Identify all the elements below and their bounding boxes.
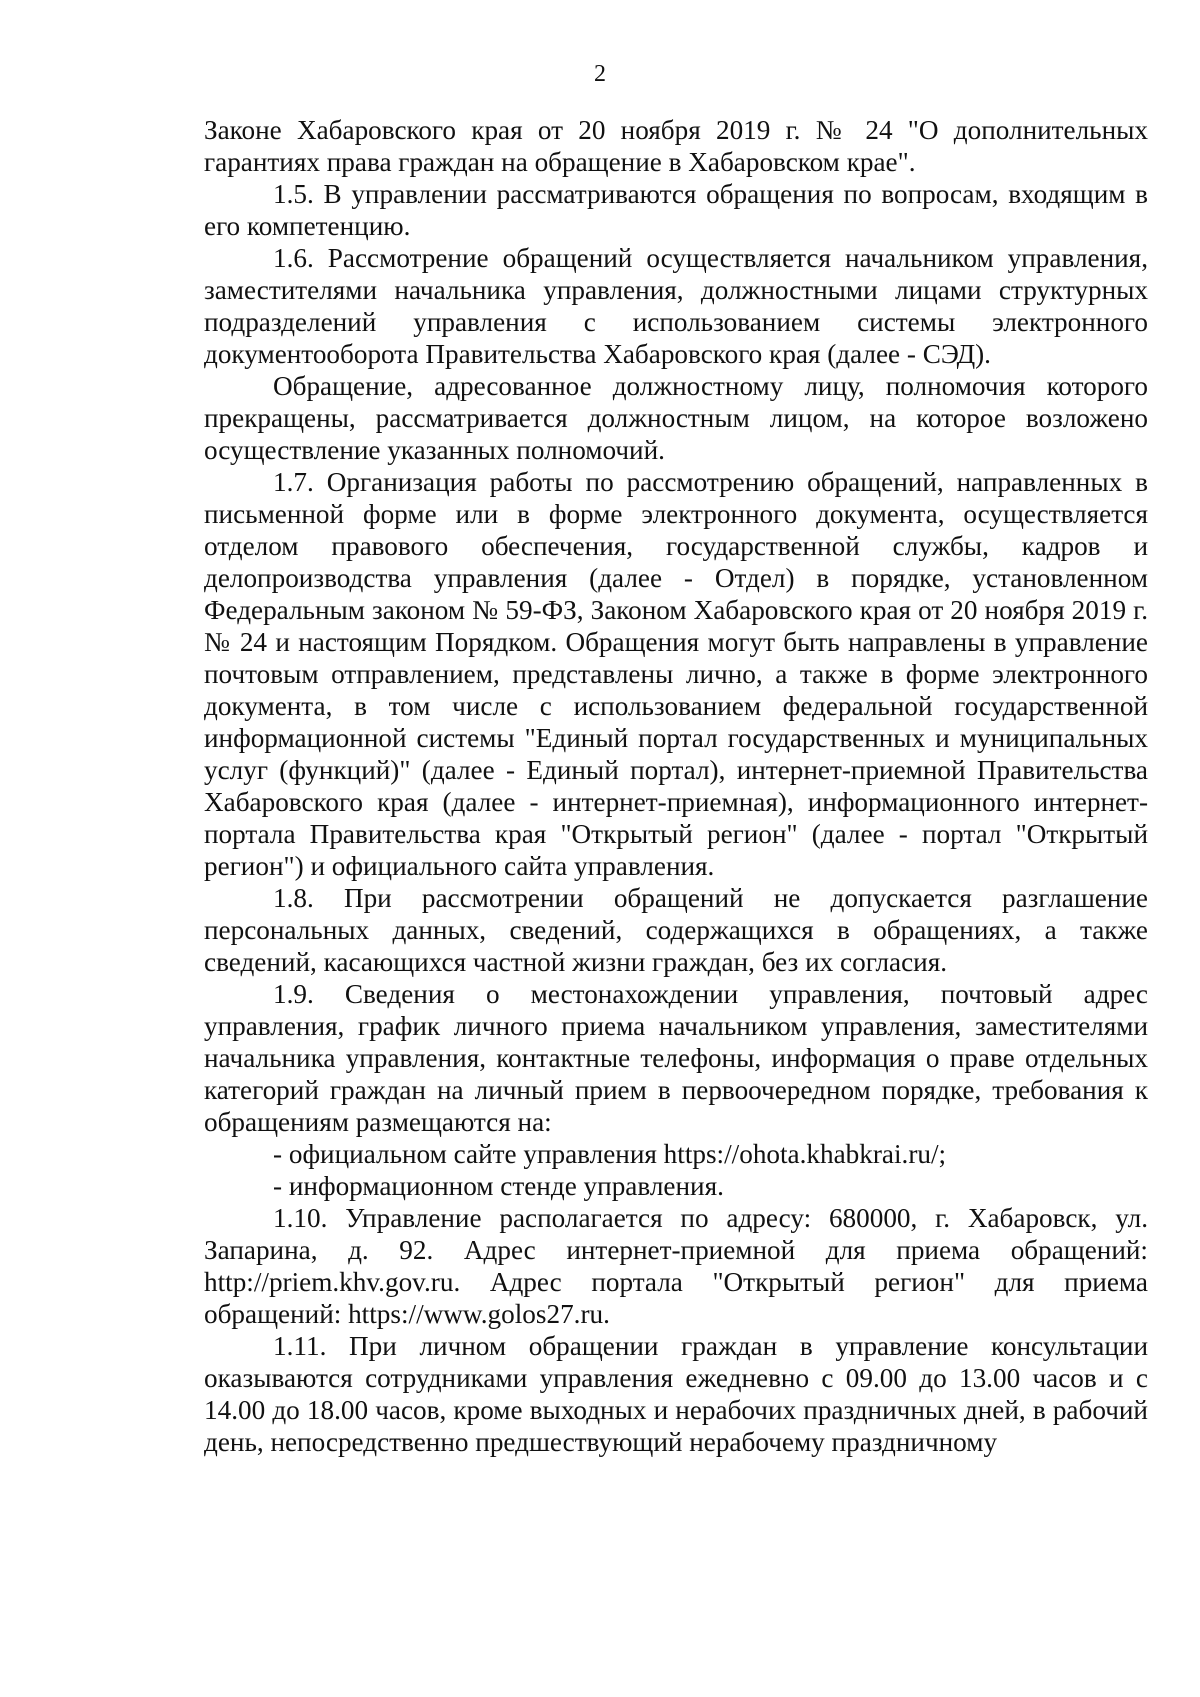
list-item-official-site: - официальном сайте управления https://ohota.khabkrai.ru/; — [273, 1139, 947, 1169]
page-number: 2 — [594, 61, 606, 87]
paragraph-1-5: 1.5. В управлении рассматриваются обращения по вопросам, входящим в его компетенцию. — [204, 179, 1148, 241]
list-item-info-stand: - информационном стенде управления. — [273, 1171, 724, 1201]
paragraph-1-8: 1.8. При рассмотрении обращений не допускается разглашение персональных данных, сведений, содержащихся в обращениях, а также сведений, касающихся частной жизни граждан, без их согласия. — [204, 883, 1148, 977]
paragraph-1-11: 1.11. При личном обращении граждан в управление консультации оказываются сотрудниками управления ежедневно с 09.00 до 13.00 часов и с 14.00 до 18.00 часов, кроме выходных и нерабочих праздничных дней, в рабочий день, непосредственно предшествующий нерабочему праздничному — [204, 1331, 1148, 1457]
paragraph-1-7: 1.7. Организация работы по рассмотрению обращений, направленных в письменной форме или в форме электронного документа, осуществляется отделом правового обеспечения, государственной службы, кадров и делопроизводства управления (далее - Отдел) в порядке, установленном Федеральным законом № 59-ФЗ, Законом Хабаровского края от 20 ноября 2019 г. № 24 и настоящим Порядком. Обращения могут быть направлены в управление почтовым отправлением, представлены лично, а также в форме электронного документа, в том числе с использованием федеральной государственной информационной системы "Единый портал государственных и муниципальных услуг (функций)" (далее - Единый портал), интернет-приемной Правительства Хабаровского края (далее - интернет-приемная), информационного интернет-портала Правительства края "Открытый регион" (далее - портал "Открытый регион") и официального сайта управления. — [204, 467, 1148, 881]
paragraph-1-10: 1.10. Управление располагается по адресу: 680000, г. Хабаровск, ул. Запарина, д. 92. Адрес интернет-приемной для приема обращений: http://priem.khv.gov.ru. Адрес портала "Открытый регион" для приема обращений: https://www.golos27.ru. — [204, 1203, 1148, 1329]
paragraph-1-6: 1.6. Рассмотрение обращений осуществляется начальником управления, заместителями начальника управления, должностными лицами структурных подразделений управления с использованием системы электронного документооборота Правительства Хабаровского края (далее - СЭД). — [204, 243, 1148, 369]
document-body — [204, 114, 1148, 1458]
paragraph-1-6-note: Обращение, адресованное должностному лицу, полномочия которого прекращены, рассматривается должностным лицом, на которое возложено осуществление указанных полномочий. — [204, 371, 1148, 465]
paragraph-1-9: 1.9. Сведения о местонахождении управления, почтовый адрес управления, график личного приема начальником управления, заместителями начальника управления, контактные телефоны, информация о праве отдельных категорий граждан на личный прием в первоочередном порядке, требования к обращениям размещаются на: — [204, 979, 1148, 1137]
paragraph-continuation: Законе Хабаровского края от 20 ноября 2019 г. № 24 "О дополнительных гарантиях права граждан на обращение в Хабаровском крае". — [204, 115, 1148, 177]
